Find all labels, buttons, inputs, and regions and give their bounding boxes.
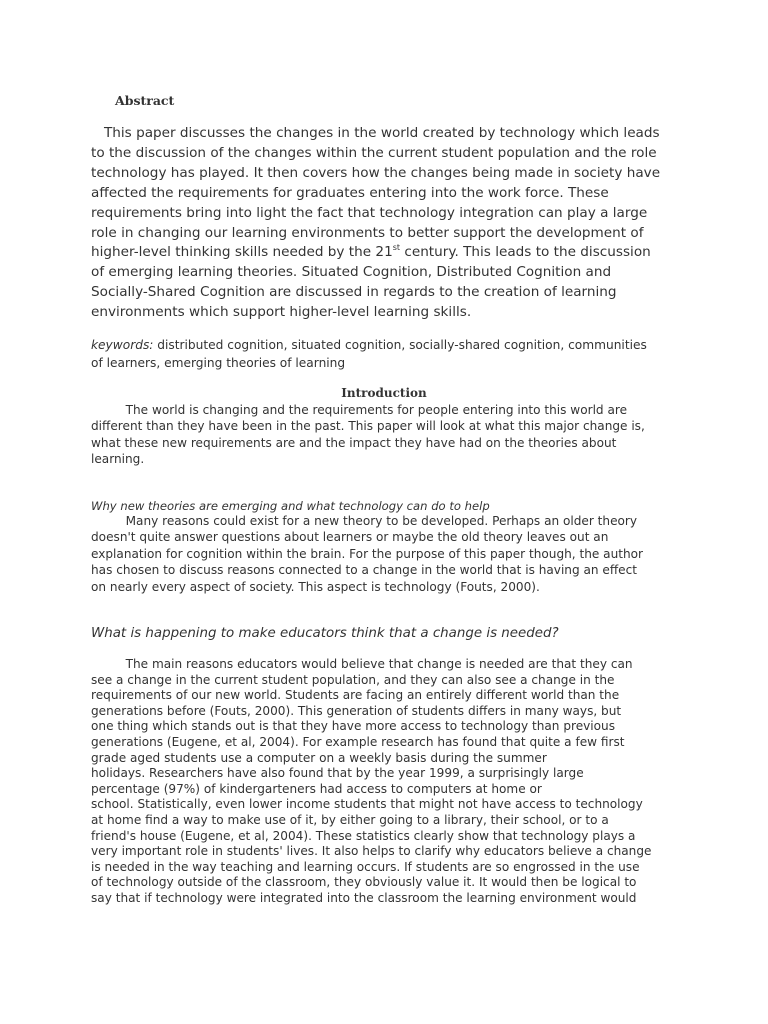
abstract-line: to the discussion of the changes within the current student population and the role [91,144,657,161]
paragraph-line-text: The main reasons educators would believe that change is needed are that they can [125,657,633,671]
abstract-line: Socially-Shared Cognition are discussed in regards to the creation of learning [91,284,617,301]
why-section-heading: Why new theories are emerging and what technology can do to help [91,499,490,513]
keywords-block [91,337,691,372]
paragraph-line [91,657,721,673]
paragraph-line: very important role in students' lives. It also helps to clarify why educators believe a change [91,844,652,859]
abstract-line-text: This paper discusses the changes in the world created by technology which leads [103,125,660,141]
what-section-heading: What is happening to make educators think that a change is needed? [91,626,559,641]
paragraph-line: see a change in the current student population, and they can also see a change in the [91,672,615,687]
paragraph-line: generations (Eugene, et al, 2004). For example research has found that quite a few first [91,734,625,749]
paragraph-line: what these new requirements are and the impact they have had on the theories about [91,435,617,450]
paragraph-line: requirements of our new world. Students are facing an entirely different world than the [91,688,620,703]
keywords-line: of learners, emerging theories of learning [91,355,346,370]
paragraph-line: at home find a way to make use of it, by either going to a library, their school, or to a [91,812,609,827]
paragraph-line: friend's house (Eugene, et al, 2004). These statistics clearly show that technology plays a [91,828,636,843]
keywords-text: distributed cognition, situated cognition, socially-shared cognition, communities [153,338,647,352]
paragraph-line-text: The world is changing and the requirements for people entering into this world are [125,403,628,417]
paragraph-line: holidays. Researchers have also found that by the year 1999, a surprisingly large [91,766,584,781]
introduction-body [91,402,721,468]
paragraph-line: generations before (Fouts, 2000). This generation of students differs in many ways, but [91,703,622,718]
abstract-line [91,243,691,263]
paragraph-line: one thing which stands out is that they have more access to technology than previous [91,719,616,734]
paragraph-line: grade aged students use a computer on a weekly basis during the summer [91,750,547,765]
why-section-body [91,513,721,595]
abstract-line: role in changing our learning environments to better support the development of [91,224,644,241]
paragraph-line: of technology outside of the classroom, they obviously value it. It would then be logical to [91,875,637,890]
abstract-line: technology has played. It then covers how the changes being made in society have [91,164,661,181]
paragraph-line: percentage (97%) of kindergarteners had access to computers at home or [91,781,542,796]
keywords-line [91,337,691,355]
abstract-body [91,124,691,323]
abstract-line-text: century. This leads to the discussion [404,244,651,261]
paragraph-line: is needed in the way teaching and learning occurs. If students are so engrossed in the use [91,859,640,874]
what-section-body [91,657,721,907]
paragraph-line: doesn't quite answer questions about learners or maybe the old theory leaves out an [91,530,609,545]
abstract-line-text: higher-level thinking skills needed by the 21 [91,244,393,261]
paragraph-line: learning. [91,452,145,467]
paragraph-line: different than they have been in the past. This paper will look at what this major change is, [91,419,645,434]
paragraph-line: explanation for cognition within the brain. For the purpose of this paper though, the author [91,546,644,561]
abstract-line [91,124,691,144]
paragraph-line: has chosen to discuss reasons connected to a change in the world that is having an effect [91,563,638,578]
paragraph-line [91,402,721,418]
paragraph-line-text: Many reasons could exist for a new theory to be developed. Perhaps an older theory [125,514,638,528]
abstract-line: of emerging learning theories. Situated Cognition, Distributed Cognition and [91,264,612,281]
paragraph-line: say that if technology were integrated into the classroom the learning environment would [91,890,637,905]
abstract-line: requirements bring into light the fact that technology integration can play a large [91,204,648,221]
abstract-heading: Abstract [115,93,175,108]
ordinal-superscript: st [392,242,401,252]
paragraph-line: on nearly every aspect of society. This aspect is technology (Fouts, 2000). [91,579,540,594]
keywords-label: keywords: [91,338,154,352]
introduction-heading: Introduction [341,386,427,400]
abstract-line: affected the requirements for graduates entering into the work force. These [91,184,609,201]
abstract-line: environments which support higher-level learning skills. [91,304,472,321]
paragraph-line: school. Statistically, even lower income students that might not have access to technology [91,797,643,812]
paragraph-line [91,513,721,529]
